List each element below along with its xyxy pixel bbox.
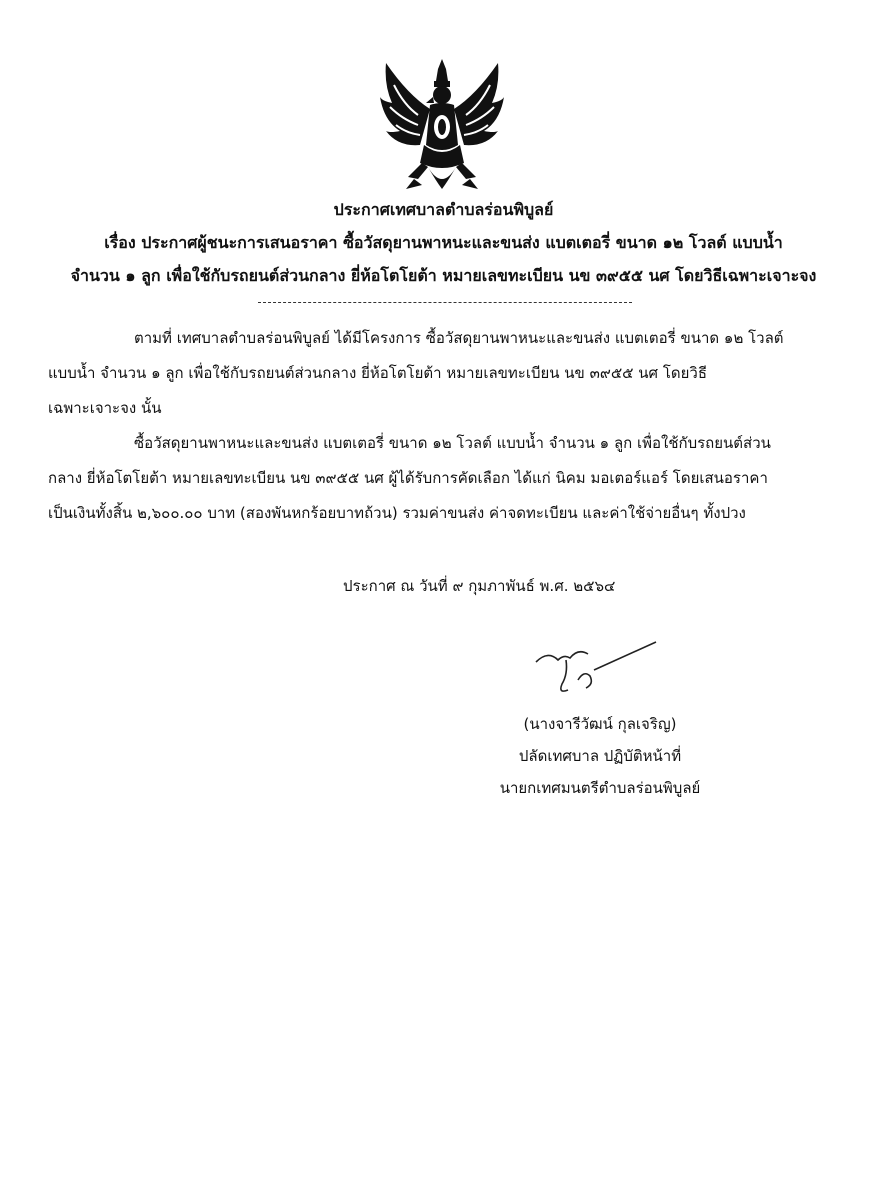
paragraph1-line3: เฉพาะเจาะจง นั้น: [48, 399, 162, 417]
paragraph2-line2: กลาง ยี่ห้อโตโยต้า หมายเลขทะเบียน นข ๓๙๕๕ นศ ผู้ได้รับการคัดเลือก ได้แก่ นิคม มอเตอร์แอร์ โดยเสนอราคา: [48, 469, 768, 487]
document-subject-line1: เรื่อง ประกาศผู้ชนะการเสนอราคา ซื้อวัสดุยานพาหนะและขนส่ง แบตเตอรี่ ขนาด ๑๒ โวลต์ แบบน้ำ: [104, 233, 783, 252]
document-title: ประกาศเทศบาลตำบลร่อนพิบูลย์: [333, 200, 554, 219]
paragraph2-line1: ซื้อวัสดุยานพาหนะและขนส่ง แบตเตอรี่ ขนาด ๑๒ โวลต์ แบบน้ำ จำนวน ๑ ลูก เพื่อใช้กับรถยนต์ส่วน: [134, 434, 771, 452]
handwritten-signature: [528, 640, 663, 700]
paragraph1-line1: ตามที่ เทศบาลตำบลร่อนพิบูลย์ ได้มีโครงการ ซื้อวัสดุยานพาหนะและขนส่ง แบตเตอรี่ ขนาด ๑๒ โวลต์: [134, 329, 784, 347]
paragraph2-line3: เป็นเงินทั้งสิ้น ๒,๖๐๐.๐๐ บาท (สองพันหกร้อยบาทถ้วน) รวมค่าขนส่ง ค่าจดทะเบียน และค่าใช้จ่ายอื่นๆ ทั้งปวง: [48, 504, 746, 522]
paragraph1-line2: แบบน้ำ จำนวน ๑ ลูก เพื่อใช้กับรถยนต์ส่วนกลาง ยี่ห้อโตโยต้า หมายเลขทะเบียน นข ๓๙๕๕ นศ โดยวิธี: [48, 364, 707, 382]
signer-acting-position: นายกเทศมนตรีตำบลร่อนพิบูลย์: [499, 779, 701, 797]
signer-position: ปลัดเทศบาล ปฏิบัติหน้าที่: [518, 747, 682, 765]
document-subject-line2: จำนวน ๑ ลูก เพื่อใช้กับรถยนต์ส่วนกลาง ยี่ห้อโตโยต้า หมายเลขทะเบียน นข ๓๙๕๕ นศ โดยวิธีเฉพาะเจาะจง: [70, 266, 817, 285]
signer-name: (นางจารีวัฒน์ กุลเจริญ): [523, 715, 677, 733]
announcement-date: ประกาศ ณ วันที่ ๙ กุมภาพันธ์ พ.ศ. ๒๕๖๔: [343, 577, 616, 595]
dashed-divider: [258, 302, 632, 303]
garuda-emblem-icon: [378, 55, 506, 193]
